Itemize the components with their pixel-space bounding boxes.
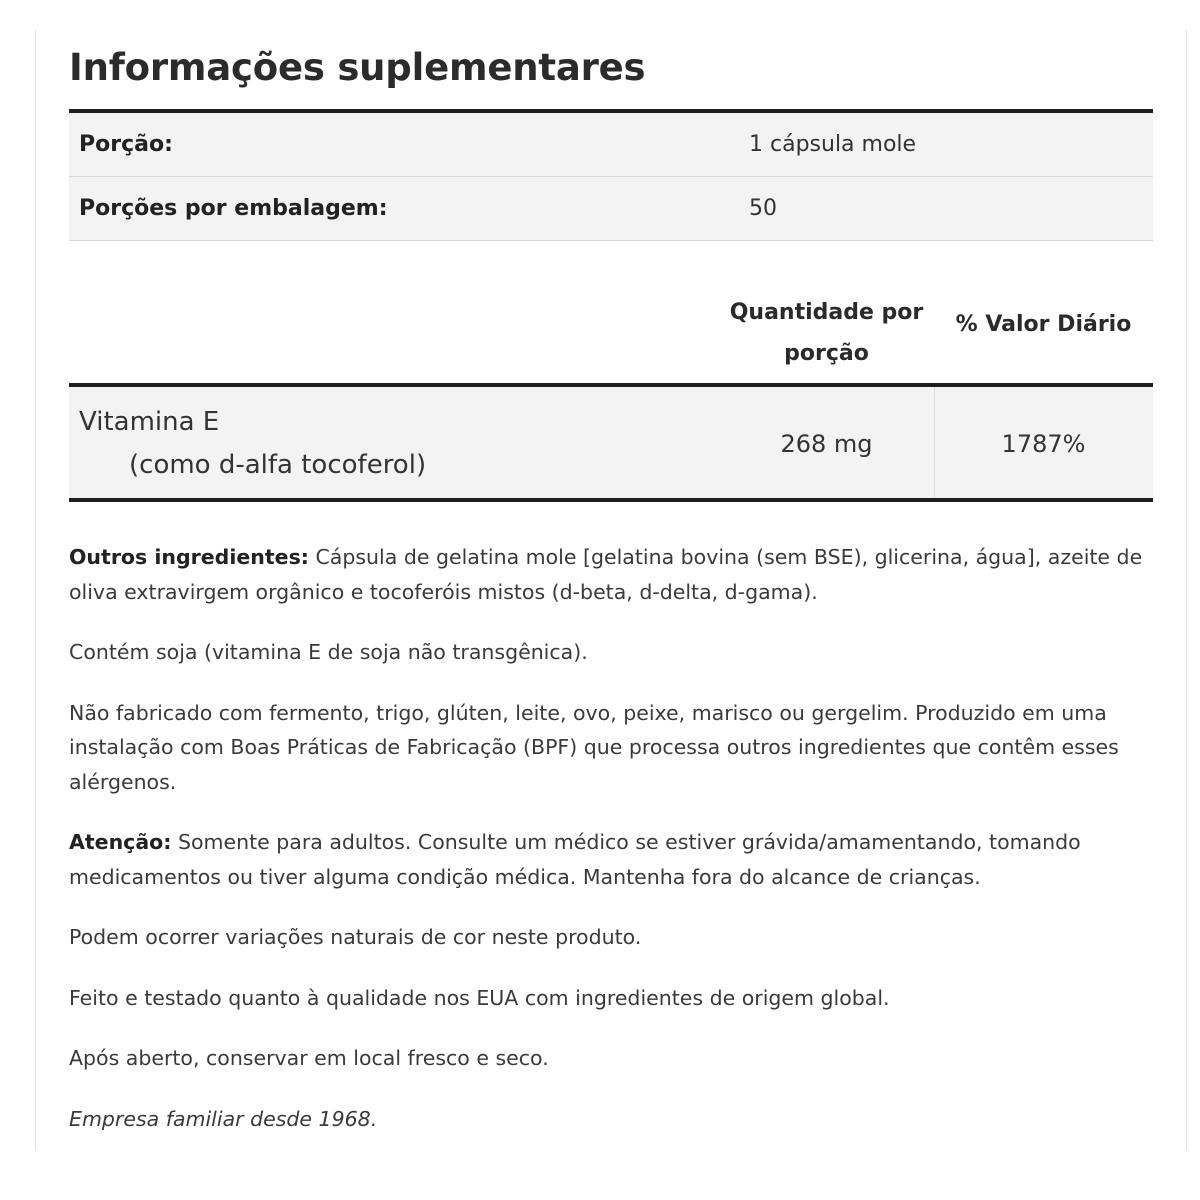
origin-paragraph: Feito e testado quanto à qualidade nos EUA com ingredientes de origem global. [69,985,890,1010]
left-border-line [35,30,36,1150]
warning-label: Atenção: [69,830,172,854]
color-variation-paragraph: Podem ocorrer variações naturais de cor neste produto. [69,925,642,949]
servings-per-container-row [69,177,1153,241]
amount-per-serving-header: Quantidade por porção [729,300,924,366]
other-ingredients-paragraph [69,540,1159,609]
serving-size-value: 1 cápsula mole [749,132,917,157]
servings-per-container-label: Porções por embalagem: [79,196,388,221]
other-ingredients-text: Cápsula de gelatina mole [gelatina bovina (sem BSE), glicerina, água], azeite de oliva extravirgem orgânico e tocoferóis mistos (d-beta, d-delta, d-gama). [69,545,1143,604]
contains-soy-paragraph: Contém soja (vitamina E de soja não transgênica). [69,640,588,664]
warning-text: Somente para adultos. Consulte um médico se estiver grávida/amamentando, tomando medicamentos ou tiver alguma condição médica. Mantenha fora do alcance de crianças. [69,830,1081,889]
serving-info-table [69,109,1153,241]
nutrient-name: Vitamina E [79,407,220,437]
page-title: Informações suplementares [69,46,646,89]
right-border-line [1186,30,1187,1150]
serving-size-label: Porção: [79,132,173,157]
nutrient-amount: 268 mg [780,430,873,458]
nutrient-daily-value: 1787% [1001,430,1086,458]
other-ingredients-label: Outros ingredientes: [69,545,309,569]
serving-size-row [69,113,1153,177]
nutrient-table [69,383,1153,502]
warning-paragraph [69,825,1159,894]
nutrient-detail: (como d-alfa tocoferol) [129,450,427,480]
storage-paragraph: Após aberto, conservar em local fresco e seco. [69,1046,549,1070]
product-notes [69,540,1159,1136]
family-company-paragraph: Empresa familiar desde 1968. [69,1106,378,1131]
allergen-paragraph: Não fabricado com fermento, trigo, glúten, leite, ovo, peixe, marisco ou gergelim. Produzido em uma instalação com Boas Práticas de Fabricação (BPF) que processa outros ingredientes que contêm esses alérgenos. [69,700,1119,794]
servings-per-container-value: 50 [749,196,777,221]
daily-value-header: % Valor Diário [955,312,1132,337]
nutrient-table-header [69,290,1153,383]
